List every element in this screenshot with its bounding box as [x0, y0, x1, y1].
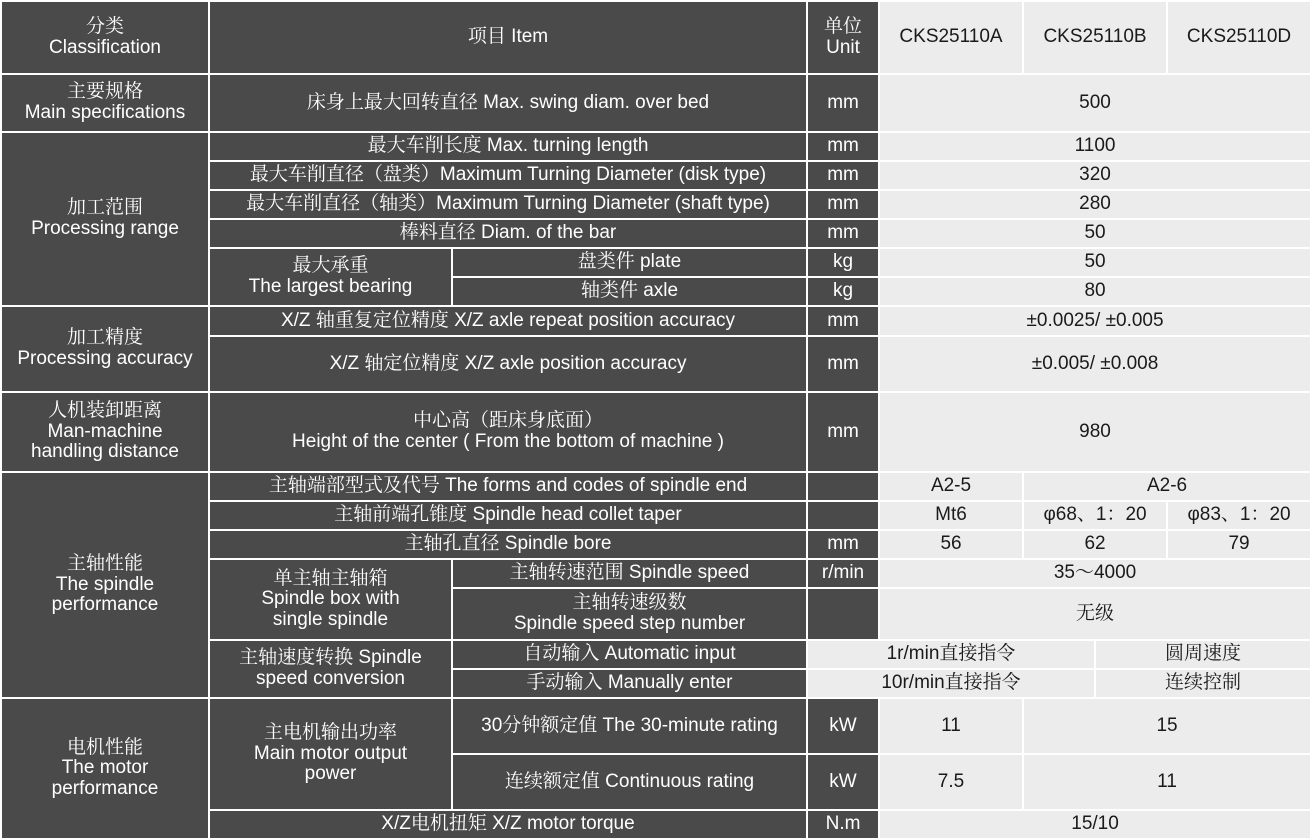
item-label: X/Z电机扭矩 X/Z motor torque [209, 810, 807, 839]
unit-cell: kW [807, 698, 879, 754]
header-unit [807, 1, 879, 74]
category-processing-range [1, 132, 209, 306]
unit-cell: mm [807, 336, 879, 392]
value-cell-model-d: φ83、1：20 [1167, 501, 1310, 530]
item-label: 手动输入 Manually enter [452, 669, 807, 698]
subcategory-label-en: speed conversion [256, 668, 405, 689]
unit-cell: mm [807, 219, 879, 248]
value-cell-left: 1r/min直接指令 [807, 640, 1095, 669]
item-label: 最大车削直径（盘类）Maximum Turning Diameter (disk type) [209, 161, 807, 190]
item-label: 最大车削长度 Max. turning length [209, 132, 807, 161]
value-cell-model-bd: A2-6 [1023, 472, 1310, 501]
value-cell-model-a: 56 [879, 530, 1023, 559]
value-cell: 1100 [879, 132, 1310, 161]
header-classification [1, 1, 209, 74]
value-cell: ±0.005/ ±0.008 [879, 336, 1310, 392]
subcategory-speed-conversion [209, 640, 452, 698]
table-row [1, 698, 1310, 754]
value-cell: 500 [879, 74, 1310, 132]
value-cell: 80 [879, 277, 1310, 306]
value-cell-model-d: 79 [1167, 530, 1310, 559]
item-label: 盘类件 plate [452, 248, 807, 277]
item-label: 棒料直径 Diam. of the bar [209, 219, 807, 248]
unit-cell: mm [807, 306, 879, 336]
header-unit-cn: 单位 [824, 15, 863, 37]
unit-cell: kW [807, 754, 879, 810]
value-cell-model-a: 11 [879, 698, 1023, 754]
category-label-cn: 电机性能 [66, 736, 143, 758]
category-label-cn: 主要规格 [66, 81, 143, 103]
value-cell: 无级 [879, 588, 1310, 640]
value-cell-right: 圆周速度 [1095, 640, 1310, 669]
header-item: 项目 Item [209, 1, 807, 74]
item-label: 30分钟额定值 The 30-minute rating [452, 698, 807, 754]
item-label-en: Height of the center ( From the bottom of machine ) [292, 431, 724, 452]
category-label-en: The motor [61, 757, 149, 779]
item-label: 自动输入 Automatic input [452, 640, 807, 669]
category-label-cn: 加工范围 [66, 197, 143, 219]
item-label-cn: 中心高（距床身底面） [413, 410, 604, 432]
value-cell: 15/10 [879, 810, 1310, 839]
subcategory-motor-power [209, 698, 452, 810]
unit-cell: mm [807, 530, 879, 559]
subcategory-label-en: single spindle [272, 608, 389, 630]
subcategory-bearing [209, 248, 452, 306]
value-cell-model-a: 7.5 [879, 754, 1023, 810]
category-main-spec [1, 74, 209, 132]
unit-cell: mm [807, 132, 879, 161]
table-row [1, 306, 1310, 336]
item-label: X/Z 轴重复定位精度 X/Z axle repeat position accuracy [209, 306, 807, 336]
value-cell-model-bd: 15 [1023, 698, 1310, 754]
item-label: 主轴转速范围 Spindle speed [452, 559, 807, 588]
category-accuracy [1, 306, 209, 392]
value-cell: ±0.0025/ ±0.005 [879, 306, 1310, 336]
item-label [209, 392, 807, 472]
value-cell: 35～4000 [879, 559, 1310, 588]
item-label: 主轴孔直径 Spindle bore [209, 530, 807, 559]
category-label-en: Man-machine [47, 420, 163, 442]
item-label: 最大车削直径（轴类）Maximum Turning Diameter (shaft type) [209, 190, 807, 219]
category-handling [1, 392, 209, 472]
unit-cell [807, 472, 879, 501]
header-model-b: CKS25110B [1023, 1, 1167, 74]
category-motor [1, 698, 209, 839]
unit-cell: N.m [807, 810, 879, 839]
category-label-cn: 主轴性能 [66, 553, 143, 575]
unit-cell: mm [807, 190, 879, 219]
item-label-cn: 主轴转速级数 [572, 592, 687, 614]
category-label-en: Processing accuracy [17, 348, 193, 369]
subcategory-label-en: The largest bearing [248, 276, 413, 297]
unit-cell [807, 588, 879, 640]
value-cell: 50 [879, 219, 1310, 248]
unit-cell: kg [807, 248, 879, 277]
item-label: 床身上最大回转直径 Max. swing diam. over bed [209, 74, 807, 132]
subcategory-label-cn: 主电机输出功率 [263, 722, 397, 744]
header-classification-en: Classification [49, 36, 161, 58]
unit-cell: mm [807, 161, 879, 190]
table-row [1, 132, 1310, 161]
value-cell-model-b: φ68、1：20 [1023, 501, 1167, 530]
subcategory-label-cn: 最大承重 [292, 255, 369, 277]
value-cell-model-bd: 11 [1023, 754, 1310, 810]
table-row [1, 392, 1310, 472]
category-label-en: performance [51, 594, 159, 616]
category-label-en: performance [51, 777, 159, 799]
value-cell-model-a: A2-5 [879, 472, 1023, 501]
unit-cell: r/min [807, 559, 879, 588]
item-label [452, 588, 807, 640]
subcategory-spindle-box [209, 559, 452, 640]
category-label-cn: 人机装卸距离 [47, 400, 162, 422]
header-model-d: CKS25110D [1167, 1, 1310, 74]
item-label: 连续额定值 Continuous rating [452, 754, 807, 810]
table-row [1, 472, 1310, 501]
subcategory-label-cn: 单主轴主轴箱 [273, 567, 388, 589]
unit-cell: mm [807, 392, 879, 472]
category-label-en: handling distance [31, 441, 179, 463]
category-label-en: Processing range [31, 218, 179, 239]
value-cell-right: 连续控制 [1095, 669, 1310, 698]
subcategory-label-en: Main motor output [253, 742, 408, 764]
category-label-cn: 加工精度 [66, 327, 143, 349]
category-spindle [1, 472, 209, 698]
table-row [1, 74, 1310, 132]
unit-cell [807, 501, 879, 530]
value-cell: 280 [879, 190, 1310, 219]
subcategory-label-en: power [304, 763, 357, 785]
header-unit-en: Unit [826, 36, 860, 58]
header-model-a: CKS25110A [879, 1, 1023, 74]
subcategory-label-en: Spindle box with [261, 588, 400, 610]
value-cell-model-b: 62 [1023, 530, 1167, 559]
item-label-en: Spindle speed step number [513, 613, 746, 634]
value-cell-model-a: Mt6 [879, 501, 1023, 530]
value-cell: 50 [879, 248, 1310, 277]
header-row [1, 1, 1310, 74]
header-classification-cn: 分类 [85, 15, 124, 37]
item-label: 主轴端部型式及代号 The forms and codes of spindle end [209, 472, 807, 501]
value-cell: 320 [879, 161, 1310, 190]
category-label-en: The spindle [55, 573, 155, 595]
unit-cell: mm [807, 74, 879, 132]
value-cell-left: 10r/min直接指令 [807, 669, 1095, 698]
unit-cell: kg [807, 277, 879, 306]
item-label: 轴类件 axle [452, 277, 807, 306]
value-cell: 980 [879, 392, 1310, 472]
category-label-en: Main specifications [24, 102, 186, 123]
item-label: 主轴前端孔锥度 Spindle head collet taper [209, 501, 807, 530]
item-label: X/Z 轴定位精度 X/Z axle position accuracy [209, 336, 807, 392]
subcategory-label-cn: 主轴速度转换 Spindle [239, 647, 422, 669]
